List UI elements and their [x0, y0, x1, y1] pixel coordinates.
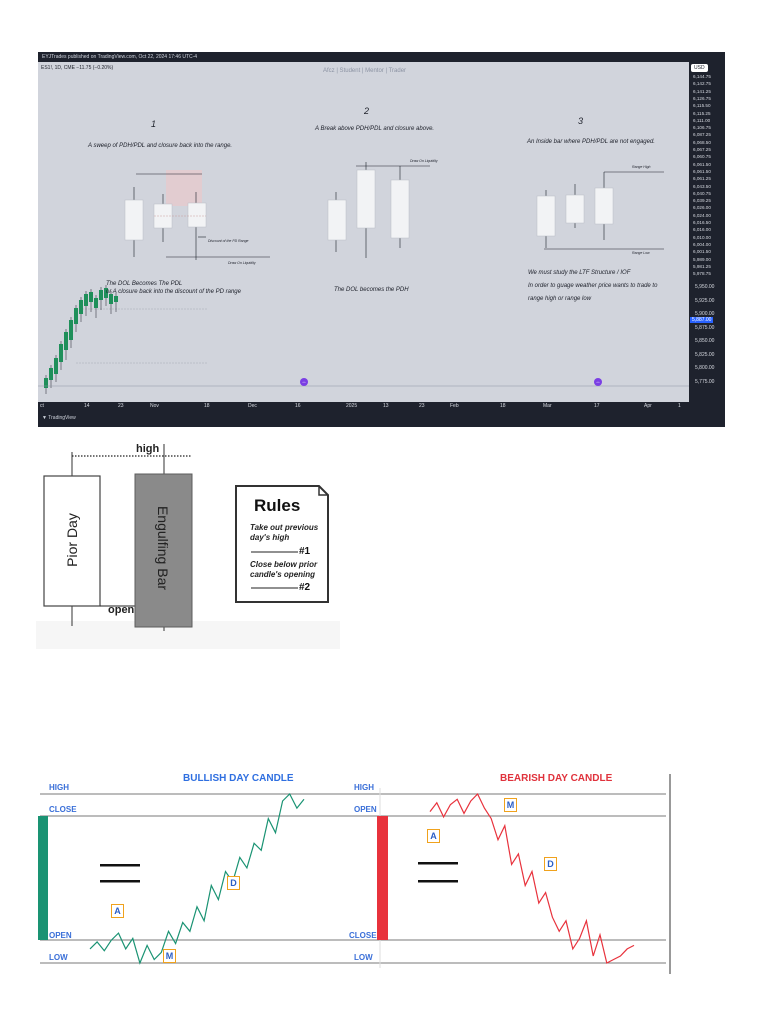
bullish-title: BULLISH DAY CANDLE: [183, 773, 294, 784]
date-tick: 18: [500, 403, 506, 409]
candle-2c: [391, 180, 409, 238]
date-tick: Feb: [450, 403, 459, 409]
mini-candle: [49, 368, 53, 380]
tradingview-chart-panel: [38, 52, 725, 427]
date-tick: ct: [40, 403, 44, 409]
guage-note-line2: range high or range low: [528, 296, 592, 302]
mini-candle: [44, 378, 48, 388]
scenario-2-number: 2: [364, 106, 370, 116]
bullish-close-label: CLOSE: [49, 805, 77, 814]
day-candle-panel: [36, 768, 674, 974]
price-tick: 5,825.00: [695, 351, 715, 358]
dol-note-line1: The DOL Becomes The PDL: [106, 281, 183, 287]
price-tick: 5,900.00: [695, 311, 715, 317]
equals-bar-1b: [100, 880, 140, 883]
price-tick: 6,111.00: [693, 117, 711, 123]
rule-2-text: [250, 560, 317, 580]
mini-candle: [69, 320, 73, 340]
tradingview-logo-icon: ▼: [42, 415, 49, 421]
bullish-marker-m: M: [163, 949, 176, 963]
chart-canvas[interactable]: [38, 62, 689, 402]
date-tick: 16: [295, 403, 301, 409]
price-tick: 6,067.25: [693, 147, 711, 152]
mini-candle: [79, 300, 83, 314]
watermark: Afcz | Student | Mentor | Trader: [323, 68, 407, 74]
bearish-title: BEARISH DAY CANDLE: [500, 773, 613, 784]
date-tick: Mar: [543, 403, 552, 409]
mini-candle: [94, 298, 98, 308]
candle-3a: [537, 196, 555, 236]
bullish-marker-d: D: [227, 876, 240, 890]
date-tick: 14: [84, 403, 90, 409]
publish-header: EYJTrades published on TradingView.com, Oct 22, 2024 17:46 UTC-4: [42, 54, 198, 60]
candle-3b: [566, 195, 584, 223]
equals-bar-2b: [418, 880, 458, 883]
bearish-price-path: [430, 794, 634, 963]
price-tick: 6,144.75: [693, 74, 711, 79]
mini-candle: [59, 344, 63, 362]
rule-1-line2: day's high: [250, 533, 290, 542]
candle-3c: [595, 188, 613, 224]
currency-button[interactable]: USD: [691, 64, 708, 72]
rule-2-line2: candle's opening: [250, 570, 316, 579]
price-tick: 5,775.00: [695, 378, 715, 385]
date-tick: 23: [118, 403, 124, 409]
price-tick: 6,001.50: [693, 249, 711, 255]
bearish-marker-d: D: [544, 857, 557, 871]
equals-bar-2a: [418, 862, 458, 865]
price-tick: 5,875.00: [695, 324, 715, 331]
study-note: We must study the LTF Structure / IOF: [528, 270, 631, 276]
rule-1-number: #1: [299, 546, 311, 557]
current-price-label: 5,887.00: [692, 317, 712, 323]
candle-1c: [188, 203, 206, 227]
price-tick: 5,850.00: [695, 338, 715, 344]
bearish-low-label: LOW: [354, 953, 373, 962]
bearish-marker-m: M: [504, 798, 517, 812]
price-tick: 6,087.25: [693, 132, 711, 138]
date-tick: Dec: [248, 403, 257, 409]
price-tick: 6,141.25: [693, 88, 711, 94]
price-history-candles: [44, 285, 118, 394]
mini-candle: [109, 294, 113, 304]
price-tick: 6,016.00: [693, 227, 711, 233]
scenario-2-text: A Break above PDH/PDL and closure above.: [315, 126, 435, 132]
price-tick: 6,024.00: [693, 212, 711, 218]
price-tick: 6,106.75: [693, 125, 711, 131]
event-marker-1[interactable]: ↔: [301, 379, 307, 385]
price-tick: 6,043.50: [693, 183, 711, 189]
open-label: open: [108, 604, 135, 616]
price-tick: 6,040.75: [693, 190, 711, 196]
mini-candle: [114, 296, 118, 302]
date-tick: 18: [204, 403, 210, 409]
guage-note-line1: In order to guage weather price wants to trade to: [528, 283, 658, 289]
prior-day-label: Pior Day: [64, 513, 80, 567]
engulfing-bar-label: Engulfing Bar: [155, 505, 171, 591]
price-tick: 5,950.00: [695, 284, 715, 290]
date-tick: 2025: [346, 403, 358, 409]
price-tick: 5,989.00: [693, 256, 711, 262]
equals-bar-1a: [100, 864, 140, 867]
bullish-high-label: HIGH: [49, 783, 69, 792]
scenario-1-text: A sweep of PDH/PDL and closure back into the range.: [88, 143, 233, 149]
event-marker-2[interactable]: ↔: [595, 379, 601, 385]
price-tick: 6,060.75: [693, 154, 711, 160]
bearish-high-label: HIGH: [354, 783, 374, 792]
range-low-label: Range Low: [632, 251, 650, 255]
price-tick: 6,115.50: [693, 103, 711, 109]
price-tick: 5,981.25: [693, 263, 711, 269]
date-tick: 13: [383, 403, 389, 409]
bearish-marker-a: A: [427, 829, 440, 843]
bullish-candle-body: [38, 816, 48, 940]
scenario-1-number: 1: [151, 119, 157, 129]
bullish-open-label: OPEN: [49, 931, 72, 940]
mini-candle: [74, 308, 78, 324]
price-tick: 6,142.75: [693, 81, 711, 87]
rule-1-line1: Take out previous: [250, 523, 319, 532]
date-tick: 1: [678, 403, 681, 409]
price-tick: 6,115.25: [693, 110, 711, 116]
bullish-low-label: LOW: [49, 953, 68, 962]
bullish-marker-a: A: [111, 904, 124, 918]
tradingview-footer: [42, 415, 76, 421]
pd-range-highlight: [166, 170, 202, 206]
bullish-price-path: [90, 794, 304, 963]
price-tick: 6,026.00: [693, 205, 711, 211]
mini-candle: [84, 294, 88, 306]
date-tick: 17: [594, 403, 600, 409]
date-tick: 23: [419, 403, 425, 409]
rule-2-number: #2: [299, 582, 311, 593]
candle-1a: [125, 200, 143, 240]
mini-candle: [99, 290, 103, 300]
price-tick: 6,010.00: [693, 234, 711, 240]
tradingview-brand: TradingView: [48, 415, 76, 421]
price-tick: 6,004.00: [693, 241, 711, 247]
draw-liquidity-label-1: Draw On Liquidity: [228, 261, 256, 265]
candle-2b: [357, 170, 375, 228]
price-tick: 5,800.00: [695, 365, 715, 371]
day-candle-drawing: [36, 768, 674, 974]
rule-1-text: [250, 523, 318, 543]
scenario-3-text: An Inside bar where PDH/PDL are not engaged.: [527, 139, 655, 145]
scenario-3-number: 3: [578, 116, 584, 126]
bearish-close-label: CLOSE: [349, 931, 377, 940]
discount-label: Discount of the PD Range: [208, 239, 249, 243]
candle-2a: [328, 200, 346, 240]
rule-2-line1: Close below prior: [250, 560, 318, 569]
bearish-open-label: OPEN: [354, 805, 377, 814]
mini-candle: [64, 332, 68, 350]
price-tick: 5,925.00: [695, 297, 715, 304]
dol-pdh-note: The DOL becomes the PDH: [334, 287, 409, 293]
price-tick: 6,126.75: [693, 95, 711, 101]
symbol-legend: ES1!, 1D, CME −11.75 (−0.20%): [41, 65, 114, 71]
dol-note-line2: or A closure back into the discount of the PD range: [106, 289, 241, 295]
price-tick: 6,061.25: [693, 176, 711, 182]
bearish-candle-body: [377, 816, 388, 940]
draw-liquidity-label-2: Draw On Liquidity: [410, 159, 438, 163]
rules-title: Rules: [254, 496, 301, 515]
date-axis[interactable]: [38, 403, 689, 411]
date-tick: Apr: [644, 403, 652, 409]
price-tick: 5,978.75: [693, 271, 711, 277]
engulfing-rules-panel: [36, 436, 340, 649]
price-tick: 6,068.50: [693, 139, 711, 145]
range-high-label: Range High: [632, 165, 651, 169]
price-tick: 6,061.50: [693, 161, 711, 167]
date-tick: Nov: [150, 403, 159, 409]
price-tick: 6,039.25: [693, 198, 711, 204]
mini-candle: [89, 292, 93, 302]
price-tick: 6,061.50: [693, 168, 711, 174]
mini-candle: [54, 358, 58, 374]
high-label: high: [136, 443, 160, 455]
price-tick: 6,016.50: [693, 220, 711, 225]
